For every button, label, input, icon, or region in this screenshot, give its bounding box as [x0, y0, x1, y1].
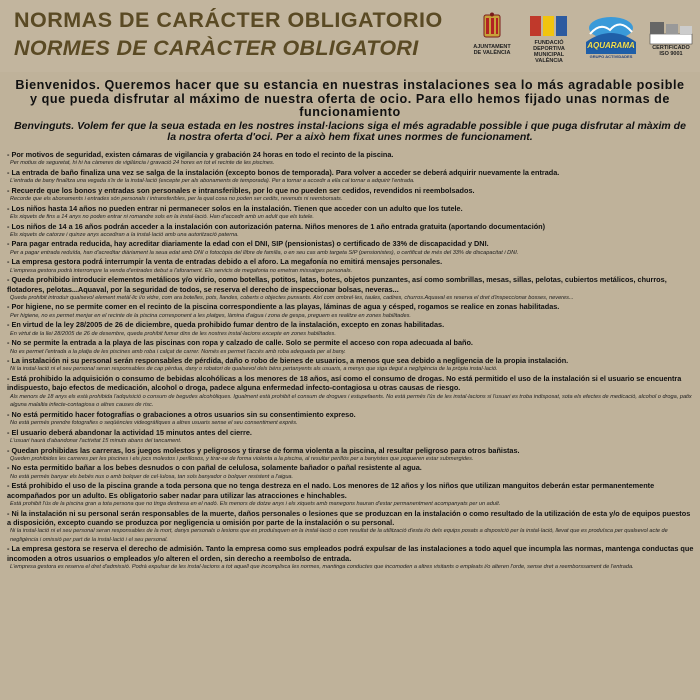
aquarama-subtitle: GRUPO ACTIVIDADES — [589, 54, 633, 59]
rule-item — [7, 320, 695, 338]
rule-text-ca: L'empresa gestora es reserva el dret d'admissió. Podrà expulsar de les instal·lacions a tot aquell que incomplixca les normes, mantinga conductes que incomoden a altres visitants o empleats i/o alteren l'orde, sense dret a reemborssament de l'entrada. — [10, 563, 634, 570]
rule-text-es: - Los niños hasta 14 años no pueden entrar ni permanecer solos en la instalación. Tienen que acceder con un adulto que los tutele. — [7, 203, 463, 213]
rule-item — [7, 222, 695, 240]
aquarama-logo — [580, 12, 642, 70]
rule-item — [7, 446, 695, 464]
rule-text-es: - Recuerde que los bonos y entradas son personales e intransferibles, por lo que no pueden ser cedidos, revendidos ni reembolsados. — [7, 185, 475, 195]
rule-text-ca: No està permés prendre fotografies o seqüències videogràfiques a altres usuaris sense el seu consentiment exprés. — [10, 420, 298, 427]
rule-text-es: - Está prohibido la adquisición o consumo de bebidas alcohólicas a los menores de 18 años, así como el consumo de drogas. No está permitido el uso de la instalación si el usuario se encuentra indispuesto, bajo efectos de medicación, alcohol o droga, padece alguna enfermedad infecto-contagiosa u otras causas de riesgo. — [7, 373, 682, 393]
rule-item — [7, 257, 695, 275]
rule-text-ca: Està prohibit l'ús de la piscina gran a tota persona que no tinga destresa en el nadó. Els menors de dotze anys i els xiquets amb manegons hauran d'estar permanentment acompanyats per un adult. — [10, 500, 501, 507]
rule-text-es: - Ni la instalación ni su personal serán responsables de la muerte, daños personales o lesiones que se produzcan en la instalación o como resultado de la utilización de esta y/o de equipos puestos a disposición, excepto cuando se produzca por negligencia u omisión por parte de la instalación o su personal. — [7, 508, 691, 527]
rule-text-ca: L'usuari haurà d'abandonar l'activitat 15 minuts abans del tancament. — [10, 437, 182, 444]
rule-text-es: - La empresa gestora se reserva el derecho de admisión. Tanto la empresa como sus empleados podrá expulsar de las instalaciones a todo aquel que incumpla las normas, mantenga conductas que incomoden a otros usuarios o empleados y/o alteren el orden, sin derecho a reembolso de entrada. — [7, 544, 694, 563]
rule-text-ca: Recorde que els abonaments i entrades són personals i intransferibles, per la qual cosa no poden ser cedits, revenuts ni reemborsats. — [10, 196, 343, 203]
title-spanish: NORMAS DE CARÁCTER OBLIGATORIO — [14, 8, 443, 32]
rule-text-es: - Está prohibido el uso de la piscina grande a toda persona que no tenga destreza en el nado. Los menores de 12 años y los niños que utilizan manguitos deberán estar permanentemente acompañados por un adulto. Es obligatorio saber nadar para utilizar las atracciones e hinchables. — [7, 481, 655, 500]
rule-text-ca: Per motius de seguretat, hi hi ha càmeres de vigilància i gravació 24 hores en tot el recinte de les piscines. — [10, 160, 275, 167]
rule-item — [7, 302, 695, 320]
rule-text-es: - La instalación ni su personal serán responsables de pérdida, daño o robo de bienes de usuarios, a menos que sea debido a negligencia de la propia instalación. — [7, 356, 569, 366]
rule-text-ca: Ni la instal·lació ni el seu personal seran responsables de la mort, danys personals o lesions que es produïsquen en la instal·lació o com resultat de la utilització d'esta i/o dels equips posats a disposició per la instal·lació, llevat que es produïsca per qualsevol acte de negligència i omissió per part de la instal·lació i el seu personal. — [10, 528, 668, 543]
rule-item — [7, 338, 695, 356]
rule-text-ca: L'empresa gestora podrà interrompre la venda d'entrades debut a l'aforament. Els servicis de megafonia no emetran missatges personals. — [10, 267, 353, 274]
iso-certificate-logo — [648, 12, 694, 70]
rule-item — [7, 275, 695, 302]
rule-text-es: - No esta permitido bañar a los bebes desnudos o con pañal de celulosa, solamente bañador o pañal resistente al agua. — [7, 463, 422, 473]
rule-item — [7, 428, 695, 446]
rule-text-es: - La empresa gestora podrá interrumpir la venta de entradas debido a el aforo. La megafonía no emitirá mensajes personales. — [7, 257, 443, 267]
ayuntamiento-caption: AJUNTAMENT DE VALÈNCIA — [473, 44, 511, 56]
rule-item — [7, 509, 695, 545]
rule-text-ca: En virtut de la llei 28/2005 de 26 de desembre, queda prohibit fumar dins de les nostres instal·lacions excepte en zones habilitades. — [10, 330, 336, 337]
rule-text-es: - No se permite la entrada a la playa de las piscinas con ropa y calzado de calle. Solo se permite el acceso con ropa adecuada al baño. — [7, 338, 473, 348]
rule-item — [7, 374, 695, 410]
title-valencian: NORMES DE CARÀCTER OBLIGATORI — [14, 36, 419, 60]
rule-item — [7, 481, 695, 508]
rule-text-ca: Els xiquets de catorze i quinze anys accediran a la instal·lació amb una autorització paterna. — [10, 231, 239, 238]
rule-item — [7, 168, 695, 186]
rule-item — [7, 204, 695, 222]
iso-badge-icon — [648, 12, 694, 46]
welcome-valencian: Benvinguts. Volem fer que la seua estada en les nostres instal·lacions siga el més agradable possible i que puga disfrutar al màxim de la nostra oferta d'oci. Per a això hem fixat unes normes de funcionament. — [14, 120, 686, 144]
rule-text-es: - El usuario deberá abandonar la actividad 15 minutos antes del cierre. — [7, 427, 252, 437]
rule-text-es: - Por higiene, no se permite comer en el recinto de la piscina correspondiente a las playas, láminas de agua y césped, rogamos se realice en zonas habilitadas. — [7, 302, 560, 312]
rule-text-ca: Els xiquets de fins a 14 anys no poden entrar ni romandre sols en la instal·lació. Han d'accedir amb un adult que els tutele. — [10, 213, 314, 220]
rule-item — [7, 410, 695, 428]
rule-text-ca: Queda prohibit introduir qualsevol element metàl·lic i/o vidre, com ara botelles, pots, llandes, coberts o objectes punxants. Així com ombrel·les, taules, cadires, churros.Aquaval es reserva el dret d'inspeccionar bosses, neveres... — [10, 294, 574, 301]
rule-text-es: - En virtud de la ley 28/2005 de 26 de diciembre, queda prohibido fumar dentro de la instalación, excepto en zonas habilitadas. — [7, 320, 445, 330]
fundacion-deportiva-logo — [524, 12, 574, 70]
rule-item — [7, 463, 695, 481]
rule-item — [7, 544, 695, 571]
rule-text-ca: L'entrada de bany finalitza una vegada s'ix de la instal·lació (excepte per als abonaments de temporada). Per a tornar a accedir a ella cal tornar a adquirir l'entrada. — [10, 178, 415, 185]
rule-text-es: - Los niños de 14 a 16 años podrán acceder a la instalación con autorización paterna. Niños menores de 1 año entrada gratuita (aportando documentación) — [7, 221, 546, 231]
rule-text-es: - No está permitido hacer fotografías o grabaciones a otros usuarios sin su consentimiento expreso. — [7, 409, 356, 419]
rule-text-ca: Per higiene, no es permet menjar en el recinte de la piscina corresponent a les platges, làmina d'aigua i zona de gespa, preguem es realitze en zones habilitades. — [10, 312, 411, 319]
fdm-emblem-icon — [524, 12, 574, 42]
fundacion-caption: FUNDACIÓ DEPORTIVA MUNICIPAL VALÈNCIA — [533, 40, 565, 64]
rule-item — [7, 186, 695, 204]
rules-list — [7, 150, 695, 571]
ayuntamiento-logo — [466, 12, 518, 70]
rule-text-es: - Quedan prohibidas las carreras, los juegos molestos y peligrosos y tirarse de forma violenta a la piscina, al resultar peligroso para otros bañistas. — [7, 445, 520, 455]
rule-text-ca: Als menors de 18 anys els està prohibida l'adquisició o consum de begudes alcohòliques. Igualment està prohibit el consum de drogues i estupefaents. No està permés l'ús de les instal·lacions si l'usuari es troba indisposat, sota els efectes de medicació, alcohol o droga, patix alguna malaltia infecte-contagiosa o altres causes de risc. — [10, 393, 692, 409]
aquarama-wordmark: AQUARAMA — [587, 41, 635, 50]
rule-text-ca: Per a pagar entrada reduïda, han d'acreditar diàriament la seua edat amb DNI o fotocòpia del llibre de família, o en seu cas amb targeta SIP (pensionistes), o certificat de més del 33% de discapacitat i DNI. — [10, 249, 519, 256]
rule-text-ca: Ni la instal·lació ni el seu personal seran responsables de cap pèrdua, dany o robatori de qualsevol dels béns pertanyents als usuaris, a menys que siga degut a negligència de la pròpia instal·lació. — [10, 366, 498, 373]
iso-caption: CERTIFICADO ISO 9001 — [652, 45, 690, 57]
rule-text-es: - Por motivos de seguridad, existen cámaras de vigilancia y grabación 24 horas en todo el recinto de la piscina. — [7, 150, 394, 159]
rule-item — [7, 239, 695, 257]
rule-text-es: - Queda prohibido introducir elementos metálicos y/o vidrio, como botellas, potitos, latas, botes, objetos punzantes, así como sombrillas, mesas, sillas, pelotas, cubiertos metálicos, churros, flotadores, pelotas...Aquaval, por la seguridad de todos, se reserva el derecho de inspeccionar bolsas, neveras... — [7, 275, 667, 294]
rule-text-ca: No està permés banyar els bebés nus o amb bolquer de cel·lulosa, tan sols banyador o bolquer resistent a l'aigua. — [10, 473, 294, 480]
rule-item — [7, 150, 695, 168]
header — [0, 0, 700, 72]
rule-item — [7, 356, 695, 374]
rule-text-es: - Para pagar entrada reducida, hay acreditar diariamente la edad con el DNI, SIP (pensionistas) o certificado de 33% de discapacidad y DNI. — [7, 239, 489, 249]
rule-text-es: - La entrada de baño finaliza una vez se salga de la instalación (excepto bonos de temporada). Para volver a acceder se deberá adquirir nuevamente la entrada. — [7, 167, 560, 177]
rule-text-ca: Queden prohibides les carreres per les piscines i els jocs molestos i perillosos, y tirar-se de forma violenta a la piscina, al resultar perillós per a banyistes que pogueren estar submergides. — [10, 455, 474, 462]
rule-text-ca: No es permet l'entrada a la platja de les piscines amb roba i calçat de carrer. Només es permet l'accés amb roba adequada per al bany. — [10, 348, 346, 355]
welcome-spanish: Bienvenidos. Queremos hacer que su estancia en nuestras instalaciones sea lo más agradable posible y que pueda disfrutar al máximo de nuestra oferta de ocio. Para ello hemos fijado unas normas de funcionamiento — [15, 78, 685, 120]
